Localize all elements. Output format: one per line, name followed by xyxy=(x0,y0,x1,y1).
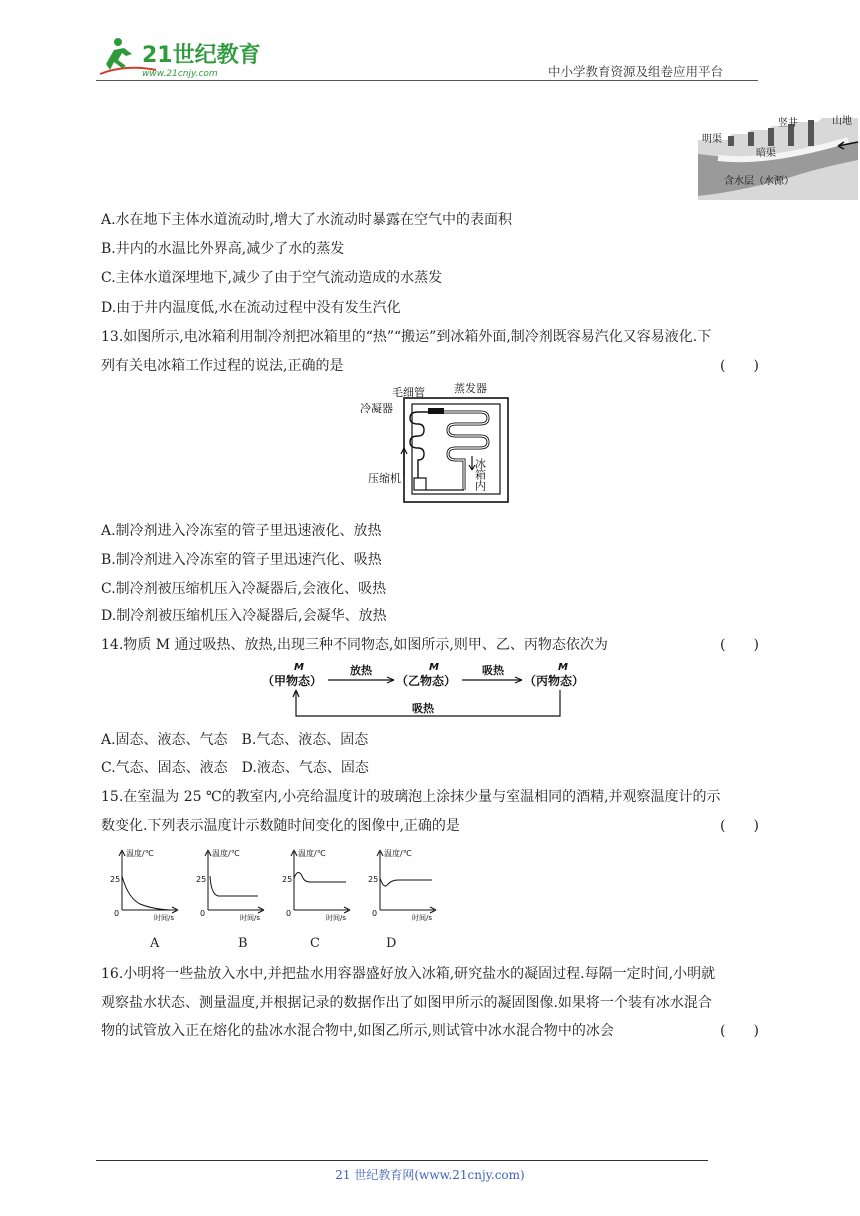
q12-option-b: B.井内的水温比外界高,减少了水的蒸发 xyxy=(101,241,345,257)
q12-option-a: A.水在地下主体水道流动时,增大了水流动时暴露在空气中的表面积 xyxy=(101,212,513,228)
qanat-figure xyxy=(698,112,858,200)
graph-b xyxy=(196,848,264,922)
q15-stem-line1: 15.在室温为 25 ℃的教室内,小亮给温度计的玻璃泡上涂抹少量与室温相同的酒精,并观察温度计的示 xyxy=(101,789,721,805)
logo-url: www.21cnjy.com xyxy=(142,69,218,79)
arrow-label-absorb-bottom: 吸热 xyxy=(412,702,434,715)
svg-text:0: 0 xyxy=(114,909,120,918)
m-label-2: M xyxy=(429,662,439,673)
graph-letter-c: C xyxy=(310,936,320,951)
svg-text:25: 25 xyxy=(110,875,121,884)
label-compressor: 压缩机 xyxy=(368,472,401,485)
logo-text: 21世纪教育 xyxy=(142,43,261,68)
graph-c xyxy=(282,848,350,922)
q14-stem: 14.物质 M 通过吸热、放热,出现三种不同物态,如图所示,则甲、乙、丙物态依次为 xyxy=(101,637,608,653)
header-divider xyxy=(96,80,758,81)
q13-answer-blank: ( ) xyxy=(720,358,759,374)
footer-link[interactable]: 21 世纪教育网(www.21cnjy.com) xyxy=(335,1168,525,1182)
q16-line3: 物的试管放入正在熔化的盐冰水混合物中,如图乙所示,则试管中冰水混合物中的冰会 xyxy=(101,1023,614,1039)
temperature-graphs xyxy=(110,846,450,922)
svg-text:25: 25 xyxy=(282,875,293,884)
svg-text:时间/s: 时间/s xyxy=(412,914,433,922)
label-mingqu: 明渠 xyxy=(702,134,722,145)
q16-line2: 观察盐水状态、测量温度,并根据记录的数据作出了如图甲所示的凝固图像.如果将一个装有冰水混合 xyxy=(101,995,712,1011)
m-label-3: M xyxy=(558,662,568,673)
svg-text:0: 0 xyxy=(372,909,378,918)
svg-text:温度/℃: 温度/℃ xyxy=(384,849,412,858)
footer-divider xyxy=(96,1160,708,1161)
svg-text:25: 25 xyxy=(368,875,379,884)
svg-text:时间/s: 时间/s xyxy=(240,914,261,922)
graph-letter-b: B xyxy=(238,936,248,951)
label-condenser: 冷凝器 xyxy=(360,402,393,415)
q16-answer-blank: ( ) xyxy=(720,1023,759,1039)
site-logo xyxy=(96,34,266,84)
q15-answer-blank: ( ) xyxy=(720,818,759,834)
q14-options-ab: A.固态、液态、气态 B.气态、液态、固态 xyxy=(101,732,369,748)
q13-option-a: A.制冷剂进入冷冻室的管子里迅速液化、放热 xyxy=(101,523,382,539)
q13-stem-line2: 列有关电冰箱工作过程的说法,正确的是 xyxy=(101,358,344,374)
label-shujing: 竖井 xyxy=(778,118,798,129)
q12-option-c: C.主体水道深埋地下,减少了由于空气流动造成的水蒸发 xyxy=(101,270,443,286)
q15-stem-line2: 数变化.下列表示温度计示数随时间变化的图像中,正确的是 xyxy=(101,818,460,834)
svg-text:温度/℃: 温度/℃ xyxy=(298,849,326,858)
q13-option-d: D.制冷剂被压缩机压入冷凝器后,会凝华、放热 xyxy=(101,608,387,624)
label-anqu: 暗渠 xyxy=(756,148,776,159)
m-label-1: M xyxy=(294,662,304,673)
svg-text:温度/℃: 温度/℃ xyxy=(212,849,240,858)
state-jia: （甲物态） xyxy=(262,674,323,688)
fridge-diagram xyxy=(360,378,520,506)
label-evaporator: 蒸发器 xyxy=(454,382,487,395)
label-shandi: 山地 xyxy=(832,116,852,127)
q14-answer-blank: ( ) xyxy=(720,637,759,653)
label-hanshuiceng: 含水层（水源） xyxy=(724,176,794,187)
graph-letter-a: A xyxy=(150,936,160,951)
q13-option-b: B.制冷剂进入冷冻室的管子里迅速汽化、吸热 xyxy=(101,552,382,568)
state-bing: （丙物态） xyxy=(524,674,585,688)
q13-option-c: C.制冷剂被压缩机压入冷凝器后,会液化、吸热 xyxy=(101,581,387,597)
graph-a xyxy=(110,848,178,922)
svg-text:时间/s: 时间/s xyxy=(326,914,347,922)
svg-text:0: 0 xyxy=(200,909,206,918)
q16-line1: 16.小明将一些盐放入水中,并把盐水用容器盛好放入冰箱,研究盐水的凝固过程.每隔一定时间,小明就 xyxy=(101,966,716,982)
state-transition-diagram xyxy=(262,658,594,720)
platform-name: 中小学教育资源及组卷应用平台 xyxy=(548,64,724,79)
q14-options-cd: C.气态、固态、液态 D.液态、气态、固态 xyxy=(101,760,369,776)
graph-d xyxy=(368,848,436,922)
svg-text:时间/s: 时间/s xyxy=(154,914,175,922)
svg-text:25: 25 xyxy=(196,875,207,884)
label-capillary: 毛细管 xyxy=(392,386,425,399)
arrow-label-absorb: 吸热 xyxy=(482,664,504,677)
graph-letter-d: D xyxy=(386,936,397,951)
svg-text:0: 0 xyxy=(286,909,292,918)
q13-stem-line1: 13.如图所示,电冰箱利用制冷剂把冰箱里的“热”“搬运”到冰箱外面,制冷剂既容易汽化又容易液化.下 xyxy=(101,329,712,345)
svg-text:温度/℃: 温度/℃ xyxy=(126,849,154,858)
arrow-label-release: 放热 xyxy=(350,664,372,677)
q12-option-d: D.由于井内温度低,水在流动过程中没有发生汽化 xyxy=(101,300,401,316)
state-yi: （乙物态） xyxy=(396,674,457,688)
label-inside: 冰箱内 xyxy=(473,458,487,491)
